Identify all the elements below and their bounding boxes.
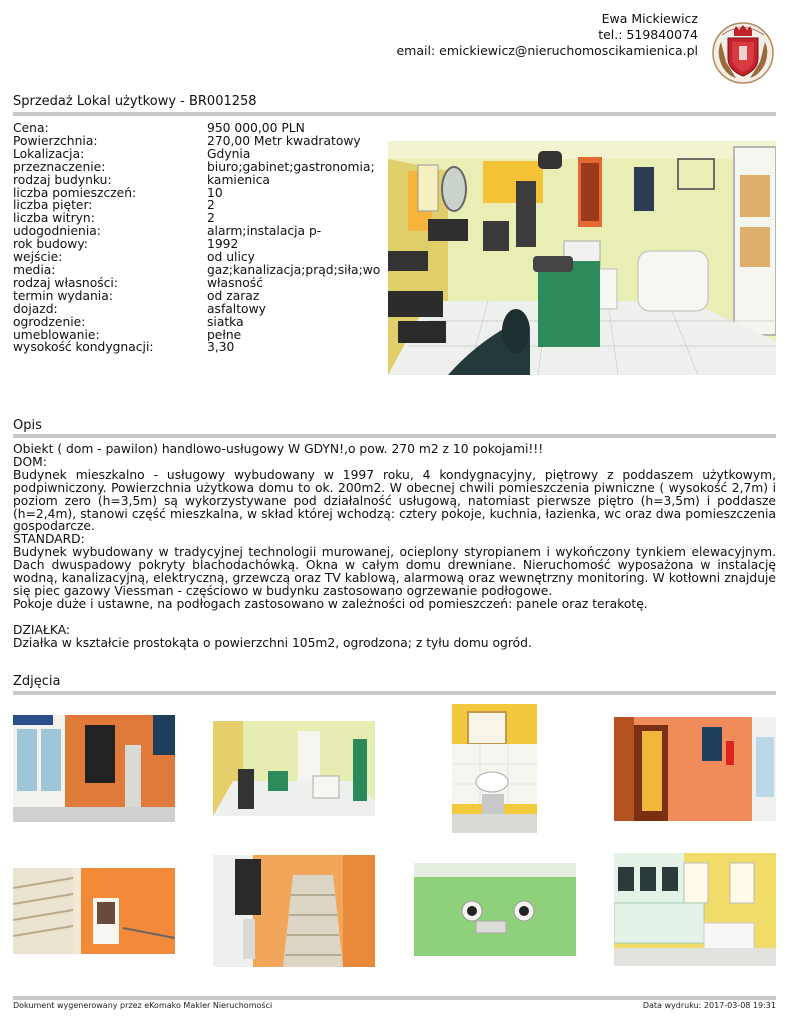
photo-thumbnail[interactable]: [213, 721, 375, 816]
opis-paragraph: Obiekt ( dom - pawilon) handlowo-usługowy W GDYN!,o pow. 270 m2 z 10 pokojami!!!: [13, 442, 544, 456]
detail-label: przeznaczenie:: [13, 159, 106, 174]
main-photo[interactable]: [388, 141, 776, 375]
detail-label: udogodnienia:: [13, 224, 101, 239]
opis-paragraph: DZIAŁKA:: [13, 622, 71, 637]
detail-label: media:: [13, 262, 56, 277]
detail-value: asfaltowy: [207, 302, 266, 316]
detail-value: biuro;gabinet;gastronomia;: [207, 160, 375, 174]
opis-paragraph: Budynek mieszkalno - usługowy wybudowany w 1997 roku, 4 kondygnacyjny, piętrowy z poddaszem użytkowym, podpiwniczony. Powierzchnia użytkowa domu to ok. 200m2. W obecnej chwili pomieszczenia piwniczne ( wysokość 2,7m) i poziom zero (h=3,5m) są wykorzystywane pod działalność usługową, natomiast pierwsze piętro (h=3,5m) i poddasze (h=2,4m), stanowi część mieszkalna, w skład której wchodzą: cztery pokoje, kuchnia, łazienka, wc oraz dwa pomieszczenia gospodarcze.: [13, 467, 776, 534]
detail-value: 3,30: [207, 341, 235, 355]
detail-value: kamienica: [207, 173, 270, 187]
detail-row: [13, 264, 387, 277]
photos-divider: [13, 691, 776, 695]
detail-row: [13, 135, 387, 148]
detail-label: umeblowanie:: [13, 327, 100, 342]
agency-logo: [712, 22, 774, 84]
photo-thumbnail[interactable]: [614, 717, 776, 821]
detail-label: wysokość kondygnacji:: [13, 340, 154, 355]
detail-label: Lokalizacja:: [13, 146, 85, 161]
detail-row: [13, 251, 387, 264]
detail-value: 1992: [207, 238, 239, 252]
detail-row: [13, 122, 387, 135]
detail-label: wejście:: [13, 250, 63, 265]
footer-print-date: Data wydruku: 2017-03-08 19:31: [642, 1001, 776, 1010]
agent-phone: tel.: 519840074: [598, 27, 698, 42]
detail-value: 950 000,00 PLN: [207, 122, 305, 135]
opis-paragraph: Działka w kształcie prostokąta o powierzchni 105m2, ogrodzona; z tyłu domu ogród.: [13, 635, 532, 650]
photo-thumbnail[interactable]: [213, 855, 375, 967]
detail-label: liczba pięter:: [13, 198, 93, 213]
detail-label: Cena:: [13, 121, 49, 135]
detail-value: od zaraz: [207, 289, 260, 303]
detail-value: własność: [207, 276, 263, 290]
photo-thumbnail[interactable]: [414, 863, 576, 956]
detail-row: [13, 161, 387, 174]
opis-spacer: [13, 611, 776, 624]
opis-heading: Opis: [13, 418, 42, 433]
detail-label: ogrodzenie:: [13, 314, 86, 329]
detail-row: [13, 148, 387, 161]
detail-label: rok budowy:: [13, 237, 88, 252]
detail-row: [13, 303, 387, 316]
agent-contact: [396, 11, 698, 59]
detail-value: od ulicy: [207, 251, 255, 264]
detail-label: termin wydania:: [13, 288, 113, 303]
detail-value: siatka: [207, 315, 244, 329]
detail-row: [13, 277, 387, 290]
detail-label: liczba pomieszczeń:: [13, 185, 137, 200]
footer-generated-by: Dokument wygenerowany przez eKomako Makler Nieruchomości: [13, 1001, 273, 1010]
opis-paragraph: STANDARD:: [13, 532, 85, 547]
detail-row: [13, 174, 387, 187]
agent-email[interactable]: email: emickiewicz@nieruchomoscikamienica.pl: [396, 43, 698, 58]
detail-value: 2: [207, 212, 215, 226]
detail-value: 10: [207, 186, 223, 200]
detail-value: Gdynia: [207, 147, 251, 161]
opis-divider: [13, 434, 776, 438]
detail-label: rodzaj własności:: [13, 275, 118, 290]
photo-thumbnail[interactable]: [452, 704, 537, 833]
detail-row: [13, 316, 387, 329]
detail-label: dojazd:: [13, 301, 58, 316]
detail-row: [13, 341, 387, 354]
agent-name: Ewa Mickiewicz: [601, 11, 698, 26]
opis-paragraph: Budynek wybudowany w tradycyjnej technologii murowanej, ocieplony styropianem i wykończony tynkiem elewacyjnym. Dach dwuspadowy pokryty blachodachówką. Okna w całym domu drewniane. Nieruchomość wyposażona w instalację wodną, kanalizacyjną, elektryczną, grzewczą oraz TV kablową, alarmową oraz wewnętrzny monitoring. W kotłowni znajduje się piec gazowy Viessman - częściowo w budynku zastosowano ogrzewanie podłogowe.: [13, 545, 776, 598]
detail-value: alarm;instalacja p-: [207, 225, 322, 239]
detail-value: 270,00 Metr kwadratowy: [207, 134, 361, 148]
title-divider: [13, 112, 776, 116]
detail-label: liczba witryn:: [13, 211, 95, 226]
detail-row: [13, 238, 387, 251]
detail-value: pełne: [207, 328, 242, 342]
photo-thumbnail[interactable]: [13, 868, 175, 954]
detail-row: [13, 290, 387, 303]
details-list: [13, 122, 387, 354]
footer-divider: [13, 996, 776, 1000]
detail-label: Powierzchnia:: [13, 133, 98, 148]
opis-body: [13, 443, 776, 649]
listing-title: Sprzedaż Lokal użytkowy - BR001258: [13, 94, 257, 109]
detail-label: rodzaj budynku:: [13, 172, 112, 187]
detail-value: 2: [207, 199, 215, 213]
photo-thumbnail[interactable]: [614, 853, 776, 966]
detail-value: gaz;kanalizacja;prąd;siła;wo: [207, 263, 381, 277]
photo-thumbnail[interactable]: [13, 715, 175, 822]
opis-paragraph: Pokoje duże i ustawne, na podłogach zastosowano w zależności od pomieszczeń: panele oraz terakotę.: [13, 596, 648, 611]
opis-paragraph: DOM:: [13, 454, 47, 469]
photos-heading: Zdjęcia: [13, 674, 61, 689]
